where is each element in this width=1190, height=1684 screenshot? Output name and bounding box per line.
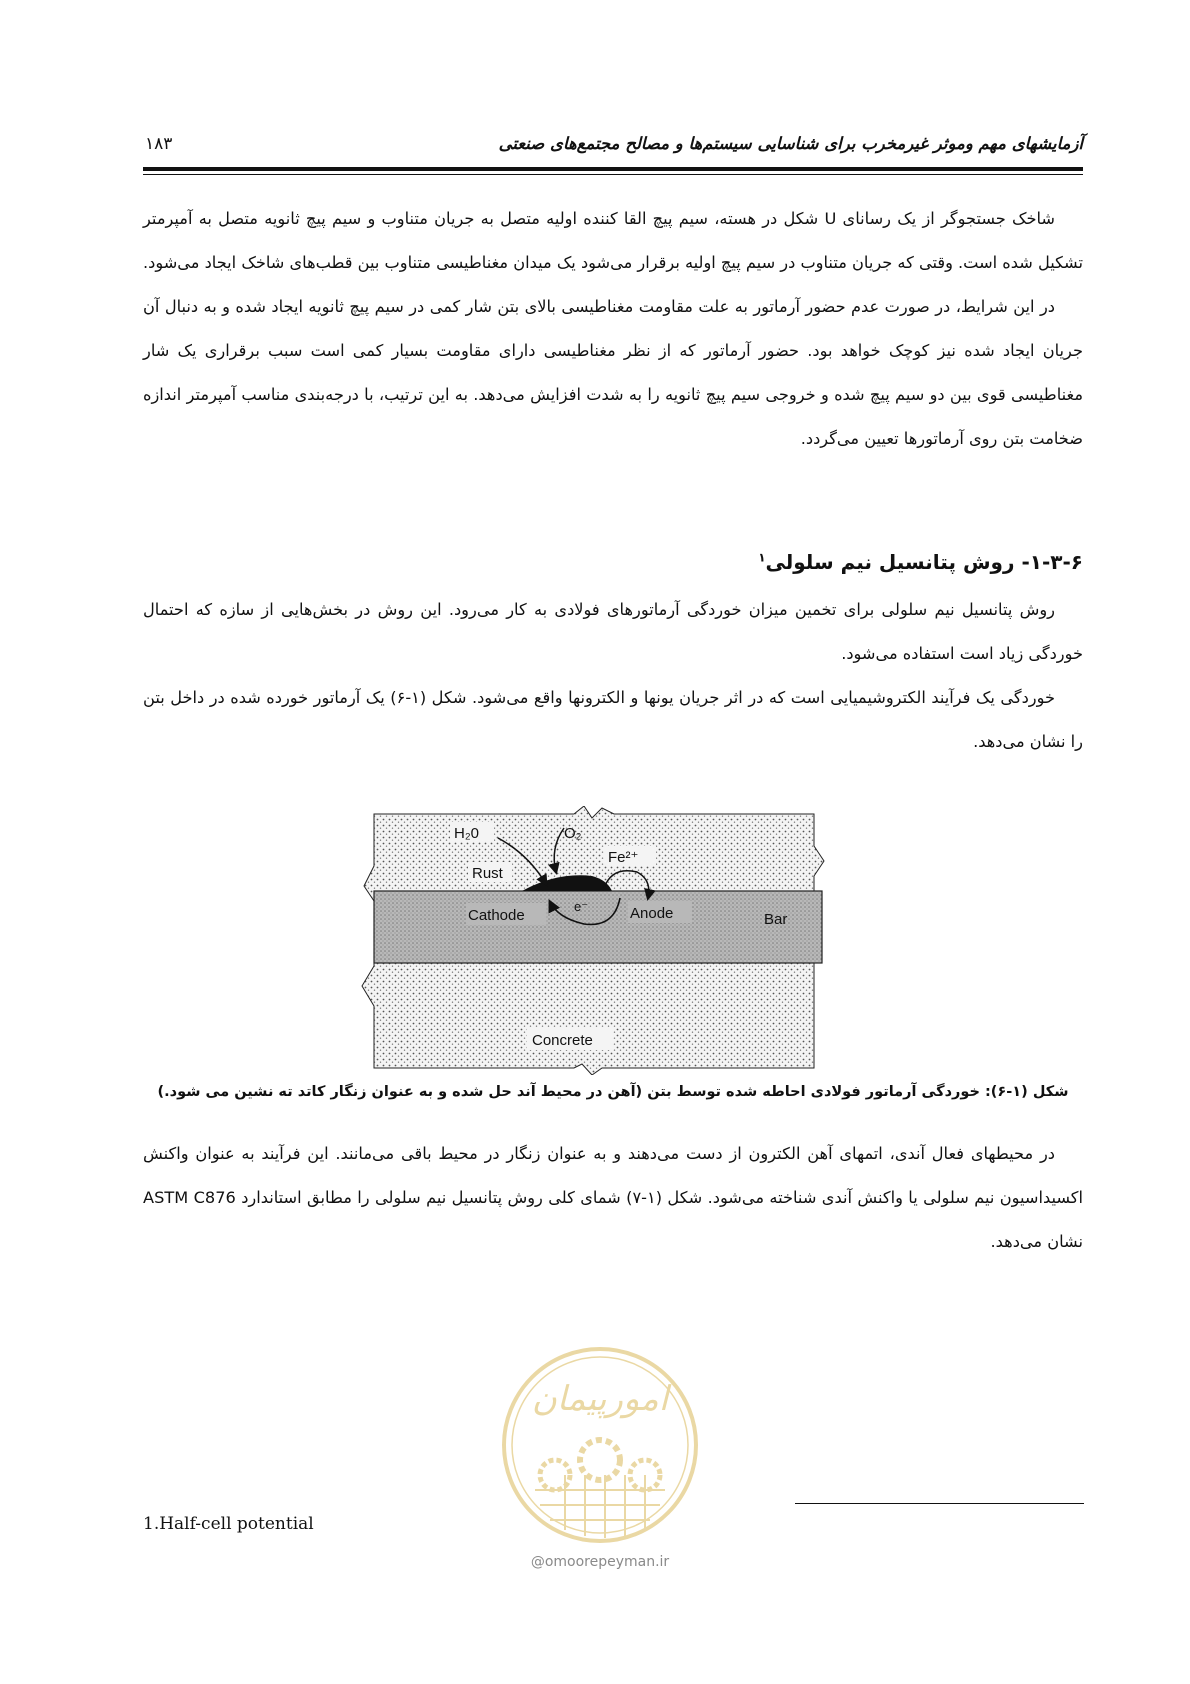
paragraph: روش پتانسیل نیم سلولی برای تخمین میزان خوردگی آرماتورهای فولادی به کار می‌رود. این روش در بخش‌هایی از سازه که احتمال خوردگی زیاد است استفاده می‌شود. <box>143 600 1083 663</box>
running-title: آزمایشهای مهم وموثر غیرمخرب برای شناسایی سیستم‌ها و مصالح مجتمع‌های صنعتی <box>498 134 1083 153</box>
body-text-top <box>143 197 1083 461</box>
electron-label: e⁻ <box>574 899 589 914</box>
page-header <box>143 128 1083 172</box>
bar-label: Bar <box>764 911 788 928</box>
body-text-bottom <box>143 1132 1083 1264</box>
anode-label: Anode <box>630 905 674 922</box>
cathode-label: Cathode <box>468 907 525 924</box>
header-rule-thick <box>143 167 1083 171</box>
concrete-label: Concrete <box>532 1032 593 1049</box>
rust-label: Rust <box>472 865 503 882</box>
paragraph: در محیطهای فعال آندی، اتمهای آهن الکترون از دست می‌دهند و به عنوان زنگار در محیط باقی می‌مانند. این فرآیند به عنوان واکنش اکسیداسیون نیم سلولی یا واکنش آندی شناخته می‌شود. شکل (۱-۷) شمای کلی روش پتانسیل نیم سلولی را مطابق استاندارد ASTM C876 نشان می‌دهد. <box>143 1144 1084 1251</box>
h2o-label: H₂0 <box>454 825 479 842</box>
fe-label: Fe²⁺ <box>608 849 639 866</box>
footnote-text: 1.Half-cell potential <box>143 1514 314 1534</box>
section-title: روش پتانسیل نیم سلولی <box>765 550 1015 574</box>
paragraph: شاخک جستجوگر از یک رسانای U شکل در هسته، سیم پیچ القا کننده اولیه متصل به جریان متناوب و سیم پیچ ثانویه متصل به آمپرمتر تشکیل شده است. وقتی که جریان متناوب در سیم پیچ اولیه برقرار می‌شود یک میدان مغناطیسی متناوب بین قطب‌های شاخک ایجاد می‌شود. <box>143 209 1083 272</box>
corrosion-diagram <box>352 806 836 1075</box>
header-rule-thin <box>143 174 1083 175</box>
section-heading <box>758 550 1083 574</box>
footnote-rule <box>795 1503 1084 1504</box>
footnote-ref: ۱ <box>758 550 766 565</box>
paragraph: در این شرایط، در صورت عدم حضور آرماتور به علت مقاومت مغناطیسی بالای بتن شار کمی در سیم پیچ ثانویه ایجاد شده و به دنبال آن جریان ایجاد شده نیز کوچک خواهد بود. حضور آرماتور که از نظر مغناطیسی دارای مقاومت بسیار کمی است سبب برقراری یک شار مغناطیسی قوی بین دو سیم پیچ شده و خروجی سیم پیچ ثانویه را به شدت افزایش می‌دهد. به این ترتیب، با درجه‌بندی مناسب آمپرمتر اندازه ضخامت بتن روی آرماتورها تعیین می‌گردد. <box>143 297 1083 448</box>
section-number: ۱-۳-۶- <box>1021 550 1083 574</box>
page-number: ۱۸۳ <box>145 134 173 154</box>
watermark-logo-text: امورپیمان <box>531 1379 669 1419</box>
paragraph: خوردگی یک فرآیند الکتروشیمیایی است که در اثر جریان یونها و الکترونها واقع می‌شود. شکل (۱-۶) یک آرماتور خورده شده در داخل بتن را نشان می‌دهد. <box>143 688 1083 751</box>
watermark-url: @omoorepeyman.ir <box>530 1554 670 1570</box>
o2-label: O₂ <box>564 825 582 842</box>
figure-caption: شکل (۱-۶): خوردگی آرماتور فولادی احاطه شده توسط بتن (آهن در محیط آند حل شده و به عنوان زنگار کاتد ته نشین می شود.) <box>157 1084 1069 1100</box>
body-text-middle <box>143 588 1083 764</box>
watermark-logo <box>495 1340 705 1590</box>
steel-bar <box>374 891 822 963</box>
corrosion-figure <box>352 806 836 1075</box>
